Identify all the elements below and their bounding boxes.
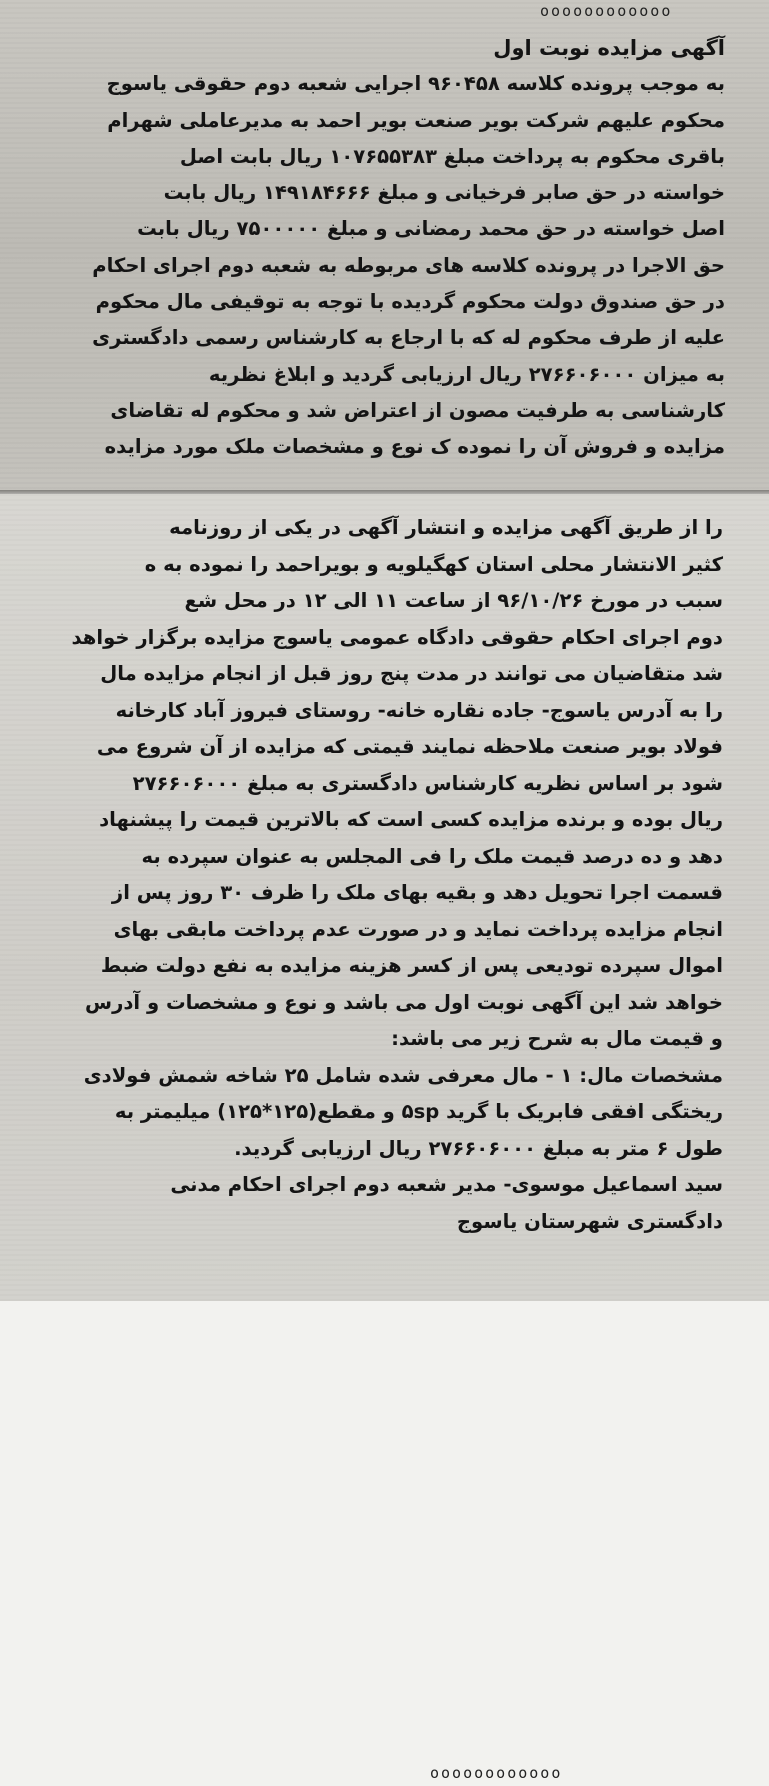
signature-line: سید اسماعیل موسوی- مدیر شعبه دوم اجرای احکام مدنی [170, 1173, 723, 1196]
text-line: خواسته در حق صابر فرخیانی و مبلغ ۱۴۹۱۸۴۶۶۶ ریال بابت [163, 181, 725, 205]
text-line: دهد و ده درصد قیمت ملک را فی المجلس به عنوان سپرده به [141, 844, 723, 868]
text-line: به میزان ۲۷۶۶۰۶۰۰۰ ریال ارزیابی گردید و ابلاغ نظریه [208, 362, 725, 386]
signature-line: دادگستری شهرستان یاسوج [456, 1209, 723, 1233]
text-line: ریال بوده و برنده مزایده کسی است که بالاترین قیمت را پیشنهاد [99, 808, 723, 831]
text-line: اصل خواسته در حق محمد رمضانی و مبلغ ۷۵۰۰۰۰۰ ریال بابت [137, 217, 725, 241]
announcement-title: آگهی مزایده نوبت اول [493, 36, 725, 60]
clipping-top-section [0, 0, 769, 494]
text-line: مزایده و فروش آن را نموده ک نوع و مشخصات ملک مورد مزایده [104, 435, 725, 459]
text-line: محکوم علیهم شرکت بویر صنعت بویر احمد به مدیرعاملی شهرام [107, 108, 725, 132]
text-line: شد متقاضیان می توانند در مدت پنج روز قبل از انجام مزایده مال [100, 662, 723, 685]
text-line: دوم اجرای احکام حقوقی دادگاه عمومی یاسوج مزایده برگزار خواهد [71, 625, 723, 649]
text-line: فولاد بویر صنعت ملاحظه نمایند قیمتی که مزایده از آن شروع می [96, 735, 723, 758]
text-line: انجام مزایده پرداخت نماید و در صورت عدم پرداخت مابقی بهای [113, 917, 723, 941]
text-line: شود بر اساس نظریه کارشناس دادگستری به مبلغ ۲۷۶۶۰۶۰۰۰ [132, 771, 723, 795]
text-line: کثیر الانتشار محلی استان کهگیلویه و بویراحمد را نموده به ه [144, 552, 723, 576]
text-line: خواهد شد این آگهی نوبت اول می باشد و نوع و مشخصات و آدرس [85, 990, 723, 1014]
bottom-ornament: oooooooooooo [430, 1764, 563, 1782]
announcement-body-bottom [22, 510, 723, 1240]
text-line: قسمت اجرا تحویل دهد و بقیه بهای ملک را ظرف ۳۰ روز پس از [111, 881, 723, 904]
text-line: را به آدرس یاسوج- جاده نقاره خانه- روستای فیروز آباد کارخانه [115, 698, 723, 722]
text-line: علیه از طرف محکوم له که با ارجاع به کارشناس رسمی دادگستری [92, 326, 725, 350]
text-line: باقری محکوم به پرداخت مبلغ ۱۰۷۶۵۵۳۸۳ ریال بابت اصل [179, 144, 725, 168]
top-ornament: oooooooooooo [540, 2, 673, 20]
text-line: را از طریق آگهی مزایده و انتشار آگهی در یکی از روزنامه [169, 516, 723, 539]
text-line: طول ۶ متر به مبلغ ۲۷۶۶۰۶۰۰۰ ریال ارزیابی گردید. [234, 1136, 723, 1160]
text-line: سبب در مورخ ۹۶/۱۰/۲۶ از ساعت ۱۱ الی ۱۲ در محل شع [184, 589, 723, 612]
text-line: به موجب پرونده کلاسه ۹۶۰۴۵۸ اجرایی شعبه دوم حقوقی یاسوج [106, 72, 725, 96]
announcement-body-top [34, 30, 725, 466]
text-line: اموال سپرده تودیعی پس از کسر هزینه مزایده به نفع دولت ضبط [100, 954, 723, 977]
text-line: و قیمت مال به شرح زیر می باشد: [391, 1027, 723, 1050]
text-line: حق الاجرا در پرونده کلاسه های مربوطه به شعبه دوم اجرای احکام [92, 253, 725, 277]
text-line: ریختگی افقی فابریک با گرید ۵sp و مقطع(۱۲۵*۱۲۵) میلیمتر به [114, 1100, 723, 1123]
clipping-bottom-section [0, 494, 769, 1782]
text-line: در حق صندوق دولت محکوم گردیده با توجه به توقیفی مال محکوم [95, 290, 725, 314]
text-line: کارشناسی به طرفیت مصون از اعتراض شد و محکوم له تقاضای [110, 398, 725, 422]
text-line: مشخصات مال: ۱ - مال معرفی شده شامل ۲۵ شاخه شمش فولادی [83, 1063, 723, 1087]
